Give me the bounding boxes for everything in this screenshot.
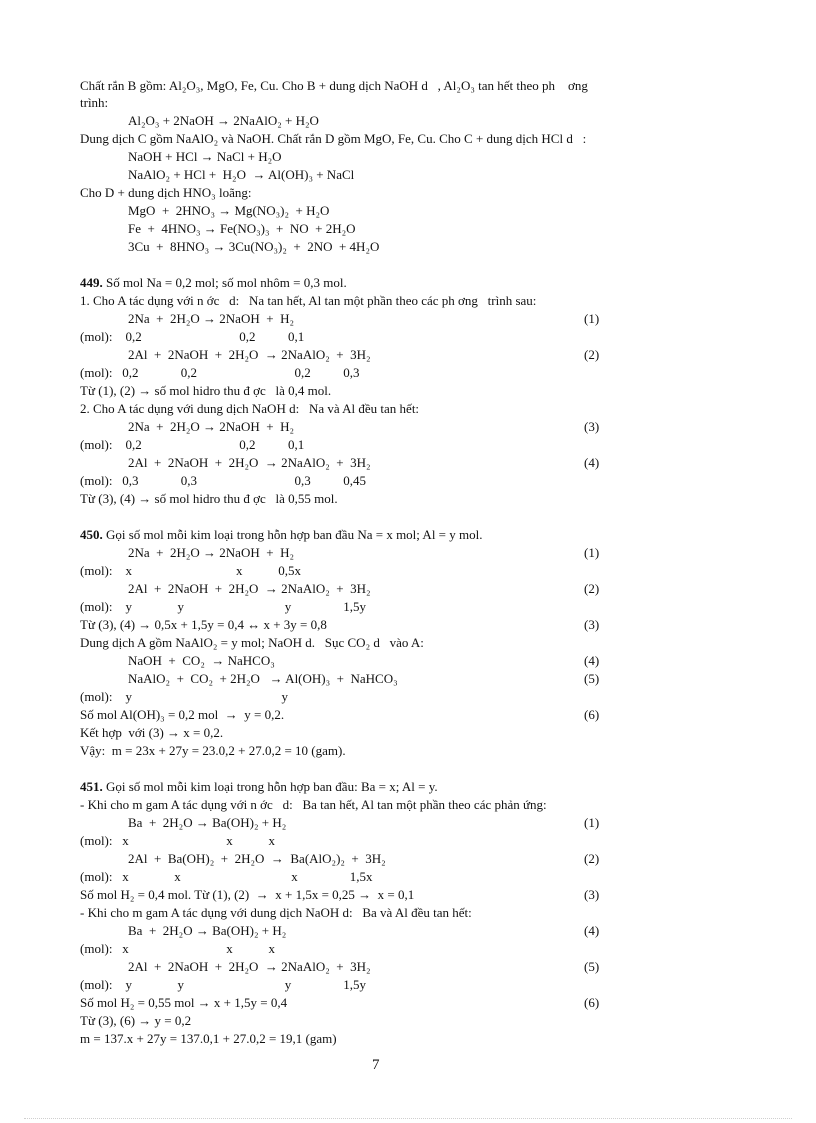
equation: NaOH + CO₂ → NaHCO₃ [128,653,275,668]
equation-number: (1) [584,545,600,560]
text-line: - Khi cho m gam A tác dụng với dung dịch NaOH d: Ba và Al đều tan hết: [80,905,472,920]
mol-row: (mol): 0,2 0,2 0,2 0,3 [80,365,360,380]
equation-number: (4) [584,653,600,668]
problem-449-heading [80,274,347,291]
equation-number: (2) [584,851,600,866]
equation: 2Na + 2H₂O → 2NaOH + H₂ [128,545,294,560]
equation-number: (3) [584,887,600,902]
text-line: Dung dịch A gồm NaAlO₂ = y mol; NaOH d. Sục CO₂ d vào A: [80,635,424,650]
text-line: Số mol H₂ = 0,4 mol. Từ (1), (2) → x + 1,5x = 0,25 → x = 0,1 [80,887,415,902]
text-line: 1. Cho A tác dụng với n ớc d: Na tan hết, Al tan một phần theo các ph ơng trình sau: [80,293,537,308]
equation-number: (4) [584,923,600,938]
equation: 3Cu + 8HNO₃ → 3Cu(NO₃)₂ + 2NO + 4H₂O [128,239,380,254]
text-line: 2. Cho A tác dụng với dung dịch NaOH d: Na và Al đều tan hết: [80,401,420,416]
mol-row: (mol): 0,2 0,2 0,1 [80,437,305,452]
text-line: Kết hợp với (3) → x = 0,2. [80,725,224,740]
problem-text: Gọi số mol mỗi kim loại trong hỗn hợp ban đầu: Ba = x; Al = y. [102,779,438,794]
equation: 2Na + 2H₂O → 2NaOH + H₂ [128,419,294,434]
problem-number: 450. [80,527,103,542]
equation-number: (3) [584,419,600,434]
equation-number: (2) [584,347,600,362]
text-line: Từ (3), (4) → số mol hidro thu đ ợc là 0,55 mol. [80,491,338,506]
equation: NaAlO₂ + HCl + H₂O → Al(OH)₃ + NaCl [128,167,355,182]
mol-row: (mol): x x x [80,833,275,848]
equation-number: (1) [584,311,600,326]
equation-number: (5) [584,671,600,686]
mol-row: (mol): x x x [80,941,275,956]
equation: NaAlO₂ + CO₂ + 2H₂O → Al(OH)₃ + NaHCO₃ [128,671,398,686]
equation-number: (4) [584,455,600,470]
equation: Ba + 2H₂O → Ba(OH)₂ + H₂ [128,923,287,938]
text-line: Từ (1), (2) → số mol hidro thu đ ợc là 0,4 mol. [80,383,332,398]
mol-row: (mol): 0,3 0,3 0,3 0,45 [80,473,366,488]
equation: Ba + 2H₂O → Ba(OH)₂ + H₂ [128,815,287,830]
problem-number: 451. [80,779,103,794]
problem-text: Số mol Na = 0,2 mol; số mol nhôm = 0,3 mol. [102,275,347,290]
mol-row: (mol): y y y 1,5y [80,977,366,992]
equation: 2Al + Ba(OH)₂ + 2H₂O → Ba(AlO₂)₂ + 3H₂ [128,851,386,866]
problem-451-heading [80,778,438,795]
problem-text: Gọi số mol mỗi kim loại trong hỗn hợp ban đầu Na = x mol; Al = y mol. [102,527,483,542]
text-line: Số mol Al(OH)₃ = 0,2 mol → y = 0,2. [80,707,285,722]
equation: NaOH + HCl → NaCl + H₂O [128,149,282,164]
text-line: Từ (3), (6) → y = 0,2 [80,1013,192,1028]
equation-number: (3) [584,617,600,632]
text-line: trình: [80,95,109,110]
problem-450-heading [80,526,483,543]
equation: 2Al + 2NaOH + 2H₂O → 2NaAlO₂ + 3H₂ [128,581,371,596]
text-line: Chất rắn B gồm: Al₂O₃, MgO, Fe, Cu. Cho B + dung dịch NaOH d , Al₂O₃ tan hết theo ph ơng [80,78,588,93]
equation: 2Na + 2H₂O → 2NaOH + H₂ [128,311,294,326]
equation: MgO + 2HNO₃ → Mg(NO₃)₂ + H₂O [128,203,330,218]
equation-number: (6) [584,995,600,1010]
mol-row: (mol): y y y 1,5y [80,599,366,614]
text-line: Số mol H₂ = 0,55 mol → x + 1,5y = 0,4 [80,995,288,1010]
page-number: 7 [372,1057,380,1073]
equation-number: (1) [584,815,600,830]
text-line: Dung dịch C gồm NaAlO₂ và NaOH. Chất rắn D gồm MgO, Fe, Cu. Cho C + dung dịch HCl d : [80,131,587,146]
mol-row: (mol): y y [80,689,288,704]
equation: Al₂O₃ + 2NaOH → 2NaAlO₂ + H₂O [128,113,319,128]
text-line: Từ (3), (4) → 0,5x + 1,5y = 0,4 ↔ x + 3y = 0,8 [80,617,327,632]
page-bottom-rule [24,1118,792,1119]
text-line: m = 137.x + 27y = 137.0,1 + 27.0,2 = 19,1 (gam) [80,1031,337,1046]
equation: 2Al + 2NaOH + 2H₂O → 2NaAlO₂ + 3H₂ [128,959,371,974]
equation-number: (5) [584,959,600,974]
text-line: Vậy: m = 23x + 27y = 23.0,2 + 27.0,2 = 10 (gam). [80,743,346,758]
mol-row: (mol): 0,2 0,2 0,1 [80,329,305,344]
equation: Fe + 4HNO₃ → Fe(NO₃)₃ + NO + 2H₂O [128,221,356,236]
equation: 2Al + 2NaOH + 2H₂O → 2NaAlO₂ + 3H₂ [128,347,371,362]
mol-row: (mol): x x 0,5x [80,563,301,578]
text-line: Cho D + dung dịch HNO₃ loãng: [80,185,252,200]
mol-row: (mol): x x x 1,5x [80,869,373,884]
equation: 2Al + 2NaOH + 2H₂O → 2NaAlO₂ + 3H₂ [128,455,371,470]
equation-number: (2) [584,581,600,596]
text-line: - Khi cho m gam A tác dụng với n ớc d: Ba tan hết, Al tan một phần theo các phản ứng: [80,797,547,812]
equation-number: (6) [584,707,600,722]
problem-number: 449. [80,275,103,290]
